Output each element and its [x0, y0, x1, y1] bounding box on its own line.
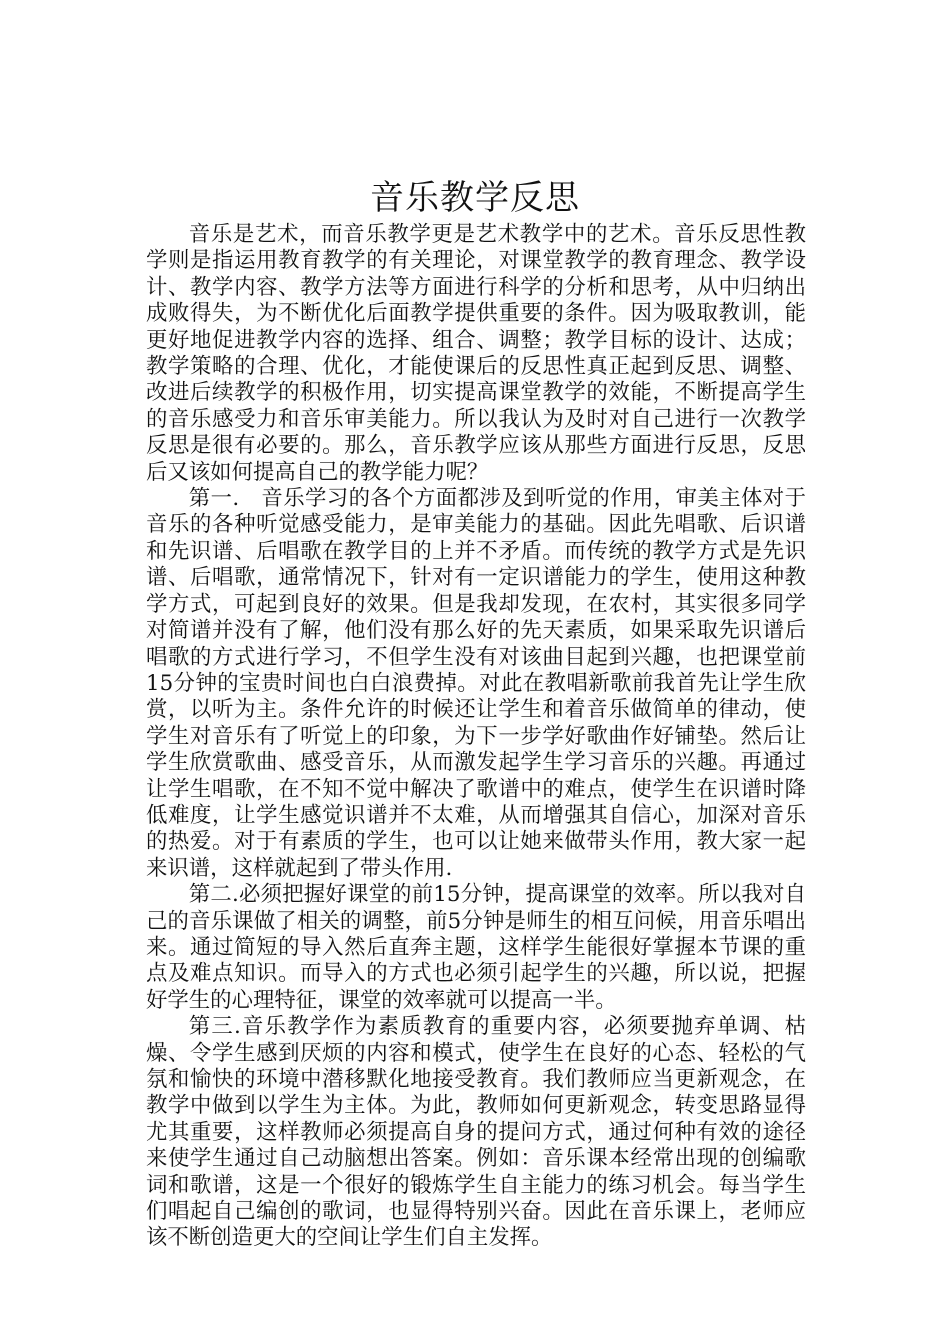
document-title: 音乐教学反思 — [370, 178, 580, 218]
paragraph-second: 第二.必须把握好课堂的前15分钟，提高课堂的效率。所以我对自己的音乐课做了相关的调整，前5分钟是师生的相互问候，用音乐唱出来。通过简短的导入然后直奔主题，这样学生能很好掌握本节课的重点及难点知识。而导入的方式也必须引起学生的兴趣，所以说，把握好学生的心理特征，课堂的效率就可以提高一半。 — [146, 882, 806, 1013]
paragraph-intro: 音乐是艺术，而音乐教学更是艺术教学中的艺术。音乐反思性教学则是指运用教育教学的有关理论，对课堂教学的教育理念、教学设计、教学内容、教学方法等方面进行科学的分析和思考，从中归纳出成败得失，为不断优化后面教学提供重要的条件。因为吸取教训，能更好地促进教学内容的选择、组合、调整；教学目标的设计、达成；教学策略的合理、优化，才能使课后的反思性真正起到反思、调整、改进后续教学的积极作用，切实提高课堂教学的效能，不断提高学生的音乐感受力和音乐审美能力。所以我认为及时对自己进行一次教学反思是很有必要的。那么，音乐教学应该从那些方面进行反思，反思后又该如何提高自己的教学能力呢？ — [146, 222, 806, 485]
document-body — [146, 222, 806, 1252]
paragraph-third: 第三.音乐教学作为素质教育的重要内容，必须要抛弃单调、枯燥、令学生感到厌烦的内容和模式，使学生在良好的心态、轻松的气氛和愉快的环境中潜移默化地接受教育。我们教师应当更新观念，在教学中做到以学生为主体。为此，教师如何更新观念，转变思路显得尤其重要，这样教师必须提高自身的提问方式，通过何种有效的途径来使学生通过自己动脑想出答案。例如：音乐课本经常出现的创编歌词和歌谱，这是一个很好的锻炼学生自主能力的练习机会。每当学生们唱起自己编创的歌词，也显得特别兴奋。因此在音乐课上，老师应该不断创造更大的空间让学生们自主发挥。 — [146, 1014, 806, 1251]
paragraph-first: 第一. 音乐学习的各个方面都涉及到听觉的作用，审美主体对于音乐的各种听觉感受能力，是审美能力的基础。因此先唱歌、后识谱和先识谱、后唱歌在教学目的上并不矛盾。而传统的教学方式是先识谱、后唱歌，通常情况下，针对有一定识谱能力的学生，使用这种教学方式，可起到良好的效果。但是我却发现，在农村，其实很多同学对简谱并没有了解，他们没有那么好的先天素质，如果采取先识谱后唱歌的方式进行学习，不但学生没有对该曲目起到兴趣，也把课堂前15分钟的宝贵时间也白白浪费掉。对此在教唱新歌前我首先让学生欣赏，以听为主。条件允许的时候还让学生和着音乐做简单的律动，使学生对音乐有了听觉上的印象，为下一步学好歌曲作好铺垫。然后让学生欣赏歌曲、感受音乐，从而激发起学生学习音乐的兴趣。再通过让学生唱歌，在不知不觉中解决了歌谱中的难点，使学生在识谱时降低难度，让学生感觉识谱并不太难，从而增强其自信心，加深对音乐的热爱。对于有素质的学生，也可以让她来做带头作用，教大家一起来识谱，这样就起到了带头作用. — [146, 486, 806, 881]
